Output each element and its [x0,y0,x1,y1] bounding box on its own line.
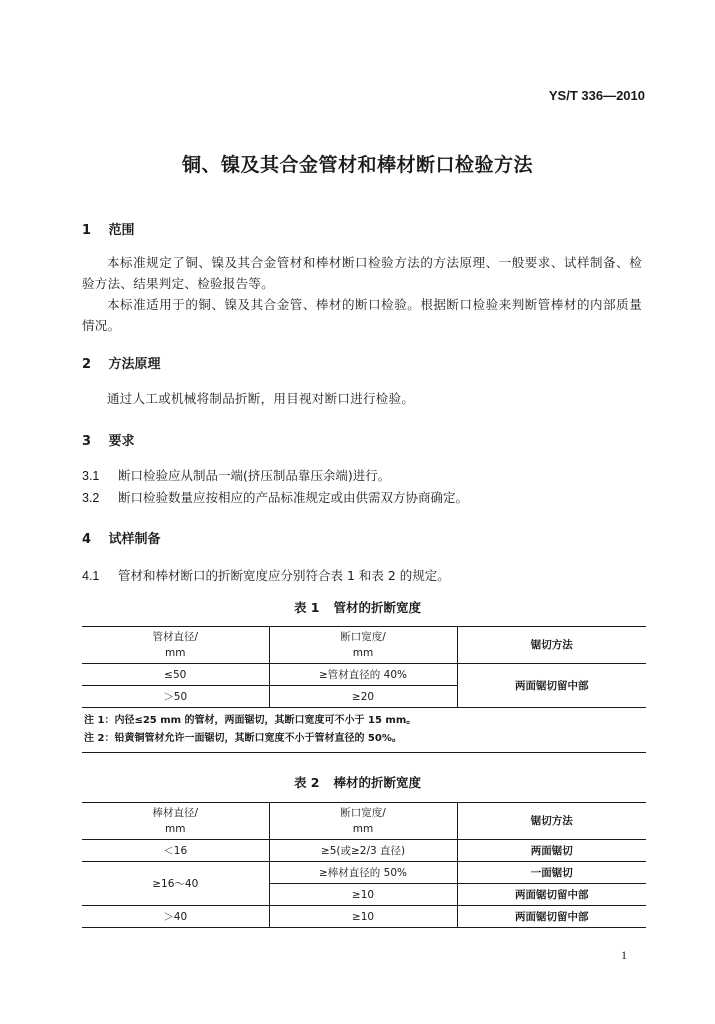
header-label: 断口宽度/ [340,631,386,643]
clause-text: 断口检验数量应按相应的产品标准规定或由供需双方协商确定。 [117,490,468,505]
section-number: 4 [82,532,92,547]
document-title: 铜、镍及其合金管材和棒材断口检验方法 [181,154,533,176]
table2-cell-width: ≥10 [269,884,457,906]
clause-4-1 [82,566,450,584]
clause-text: 断口检验应从制品一端(挤压制品靠压余端)进行。 [117,468,391,483]
table1-cell-width: ≥20 [269,686,457,708]
table2-caption [0,773,715,791]
table2-header-width [269,803,457,840]
table2-cell-diameter: ≥16～40 [82,862,269,906]
table1-caption-number: 表 1 [293,600,320,615]
paragraph-principle: 通过人工或机械将制品折断，用目视对断口进行检验。 [107,391,415,406]
section-number: 3 [82,434,92,449]
table2-caption-title: 棒材的折断宽度 [333,775,422,790]
section-title: 范围 [108,223,135,238]
header-unit: mm [165,647,186,659]
section-heading-1 [82,219,135,238]
clause-3-1 [82,466,390,484]
clause-number: 3.1 [82,469,100,483]
header-unit: mm [352,647,374,659]
table2-rod-break-width [82,802,646,928]
table1-cell-width: ≥管材直径的 40% [269,664,457,686]
section-heading-4 [82,528,161,547]
clause-3-2 [82,488,468,506]
table1-caption [0,598,715,616]
table2-cell-method: 两面锯切留中部 [457,884,646,906]
table1-cell-diameter: ＞50 [82,686,269,708]
header-label: 断口宽度/ [340,807,386,819]
table2-cell-method: 一面锯切 [457,862,646,884]
clause-number: 3.2 [82,491,100,505]
table2-cell-method: 两面锯切 [457,840,646,862]
header-unit: mm [165,823,186,835]
section-title: 要求 [108,434,135,449]
section-title: 试样制备 [108,532,161,547]
section-title: 方法原理 [108,357,161,372]
header-label: 管材直径/ [152,631,199,643]
table2-caption-number: 表 2 [293,775,320,790]
table1-cell-method: 两面锯切留中部 [457,664,646,708]
paragraph-scope-1: 本标准规定了铜、镍及其合金管材和棒材断口检验方法的方法原理、一般要求、试样制备、检验方法、结果判定、检验报告等。 [82,255,642,291]
table2-cell-method: 两面锯切留中部 [457,906,646,928]
table2-header-method: 锯切方法 [457,803,646,840]
page-number: 1 [621,948,627,962]
table1-note-1: 注 1：内径≤25 mm 的管材，两面锯切，其断口宽度可不小于 15 mm。 [84,715,417,726]
table1-header-method: 锯切方法 [457,627,646,664]
header-unit: mm [352,823,374,835]
standard-code: YS/T 336—2010 [548,88,645,103]
section-number: 1 [82,223,92,238]
table1-caption-title: 管材的折断宽度 [333,600,422,615]
section-number: 2 [82,357,92,372]
table1-notes [82,708,646,753]
table1-cell-diameter: ≤50 [82,664,269,686]
paragraph-scope-2: 本标准适用于的铜、镍及其合金管、棒材的断口检验。根据断口检验来判断管棒材的内部质量情况。 [82,297,642,333]
table2-cell-width: ≥棒材直径的 50% [269,862,457,884]
table2-cell-width: ≥5(或≥2/3 直径) [269,840,457,862]
clause-text: 管材和棒材断口的折断宽度应分别符合表 1 和表 2 的规定。 [117,568,450,583]
table2-header-diameter [82,803,269,840]
table2-cell-diameter: ＞40 [82,906,269,928]
table1-pipe-break-width [82,626,646,753]
table1-header-diameter [82,627,269,664]
table1-note-2: 注 2：铅黄铜管材允许一面锯切，其断口宽度不小于管材直径的 50%。 [84,733,402,744]
table1-header-width [269,627,457,664]
section-heading-2 [82,353,161,372]
section-heading-3 [82,430,135,449]
header-label: 棒材直径/ [152,807,199,819]
table2-cell-diameter: ＜16 [82,840,269,862]
clause-number: 4.1 [82,569,100,583]
table2-cell-width: ≥10 [269,906,457,928]
